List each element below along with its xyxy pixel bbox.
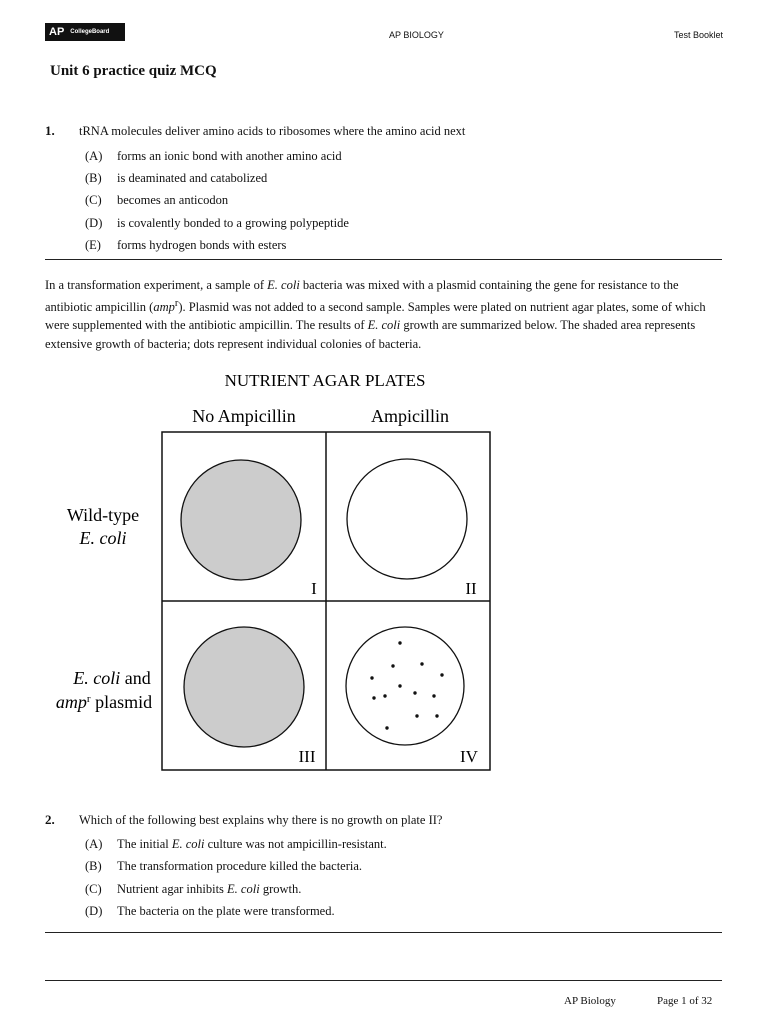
passage-italic: E. coli — [267, 278, 300, 292]
row-label-sup: r — [86, 693, 91, 705]
q2-option-pre: The bacteria on the plate were transformed. — [117, 904, 335, 918]
row-label-ecoli-and — [72, 668, 151, 688]
q2-option-pre: Nutrient agar inhibits — [117, 882, 228, 896]
q1-option-letter: (B) — [85, 171, 102, 185]
column-label-no-ampicillin: No Ampicillin — [192, 406, 296, 426]
passage-superscript: r — [174, 297, 179, 309]
colony-dot — [432, 694, 435, 697]
logo-ap-text: AP — [49, 26, 65, 38]
q2-option-text — [117, 904, 335, 919]
plate-label-i: I — [311, 579, 317, 598]
footer-page-number: Page 1 of 32 — [657, 995, 713, 1007]
column-label-ampicillin: Ampicillin — [371, 406, 449, 426]
header-booklet: Test Booklet — [673, 30, 723, 40]
plate-label-iii: III — [298, 747, 316, 766]
agar-plates-figure — [0, 360, 768, 780]
q2-option-post: growth. — [259, 882, 302, 896]
divider — [45, 259, 722, 260]
figure-title: NUTRIENT AGAR PLATES — [224, 371, 426, 390]
passage-text: In a transformation experiment, a sample of — [45, 278, 268, 292]
row-label-ecoli: E. coli — [79, 528, 127, 548]
passage-text: ). Plasmid was not added to a second sample. Samples were plated on nutrient agar plates, some of which were supplemented with the antibiotic ampicillin. The results of — [45, 299, 706, 333]
q1-option-text: is covalently bonded to a growing polypeptide — [117, 216, 349, 230]
colony-dot — [415, 714, 418, 717]
q1-option-text: becomes an anticodon — [117, 193, 229, 207]
logo-cb-text: CollegeBoard — [70, 29, 110, 35]
colony-dot — [398, 684, 401, 687]
q2-option-letter: (A) — [85, 837, 103, 851]
plate-label-iv: IV — [460, 747, 478, 766]
colony-dot — [435, 714, 438, 717]
row-label-wildtype: Wild-type — [66, 505, 140, 525]
colony-dot — [391, 664, 394, 667]
header-subject: AP BIOLOGY — [389, 30, 444, 40]
row-label-amp-plasmid — [56, 692, 152, 712]
plate-ii-no-growth — [347, 459, 467, 579]
passage-text: bacteria was mixed with a plasmid containing the gene for resistance to the antibiotic ampicillin ( — [45, 278, 679, 314]
q2-option-letter: (D) — [85, 904, 103, 918]
q2-stem: Which of the following best explains why there is no growth on plate II? — [79, 813, 443, 827]
q2-option-text — [117, 882, 301, 897]
row-label-rest: and — [120, 668, 151, 688]
colony-dot — [440, 673, 443, 676]
row-label-italic: amp — [55, 692, 87, 712]
row-label-italic: E. coli — [73, 668, 121, 688]
q1-option-text: forms an ionic bond with another amino acid — [117, 149, 342, 163]
colony-dot — [385, 726, 388, 729]
footer-subject: AP Biology — [564, 995, 616, 1007]
q2-option-italic: E. coli — [227, 882, 260, 896]
q1-option-letter: (D) — [85, 216, 103, 230]
plate-label-ii: II — [465, 579, 477, 598]
q1-option-letter: (E) — [85, 238, 101, 252]
plate-iv-colonies — [346, 627, 464, 745]
q1-option-letter: (A) — [85, 149, 103, 163]
passage-text: growth are summarized below. The shaded area represents extensive growth of bacteria; dots represent individual colonies of bacteria. — [45, 318, 696, 351]
row-label-rest: plasmid — [90, 692, 153, 712]
colony-dot — [370, 676, 373, 679]
colony-dot — [372, 696, 375, 699]
plate-i-growth — [181, 460, 301, 580]
page-title: Unit 6 practice quiz MCQ — [50, 63, 217, 79]
passage-italic: amp — [153, 299, 175, 314]
plate-iii-growth — [184, 627, 304, 747]
q2-option-letter: (B) — [85, 859, 102, 873]
q2-option-pre: The initial — [117, 837, 172, 851]
q2-option-text — [117, 859, 362, 874]
q2-option-pre: The transformation procedure killed the bacteria. — [117, 859, 363, 873]
q2-option-letter: (C) — [85, 882, 102, 896]
q2-option-italic: E. coli — [171, 837, 205, 851]
footer-divider — [45, 980, 722, 981]
q2-number: 2. — [45, 812, 55, 827]
q1-stem: tRNA molecules deliver amino acids to ribosomes where the amino acid next — [79, 124, 466, 138]
colony-dot — [420, 662, 423, 665]
q1-option-text: forms hydrogen bonds with esters — [117, 238, 287, 252]
divider — [45, 932, 722, 933]
q2-option-post: culture was not ampicillin-resistant. — [204, 837, 387, 851]
passage-italic: E. coli — [367, 318, 401, 333]
colony-dot — [413, 691, 416, 694]
q1-option-letter: (C) — [85, 193, 102, 207]
q1-option-text: is deaminated and catabolized — [117, 171, 268, 185]
colony-dot — [383, 694, 386, 697]
colony-dot — [398, 641, 401, 644]
q1-number: 1. — [45, 123, 55, 138]
passage — [45, 276, 725, 353]
ap-collegeboard-logo — [45, 23, 125, 41]
q2-option-text — [117, 837, 387, 852]
